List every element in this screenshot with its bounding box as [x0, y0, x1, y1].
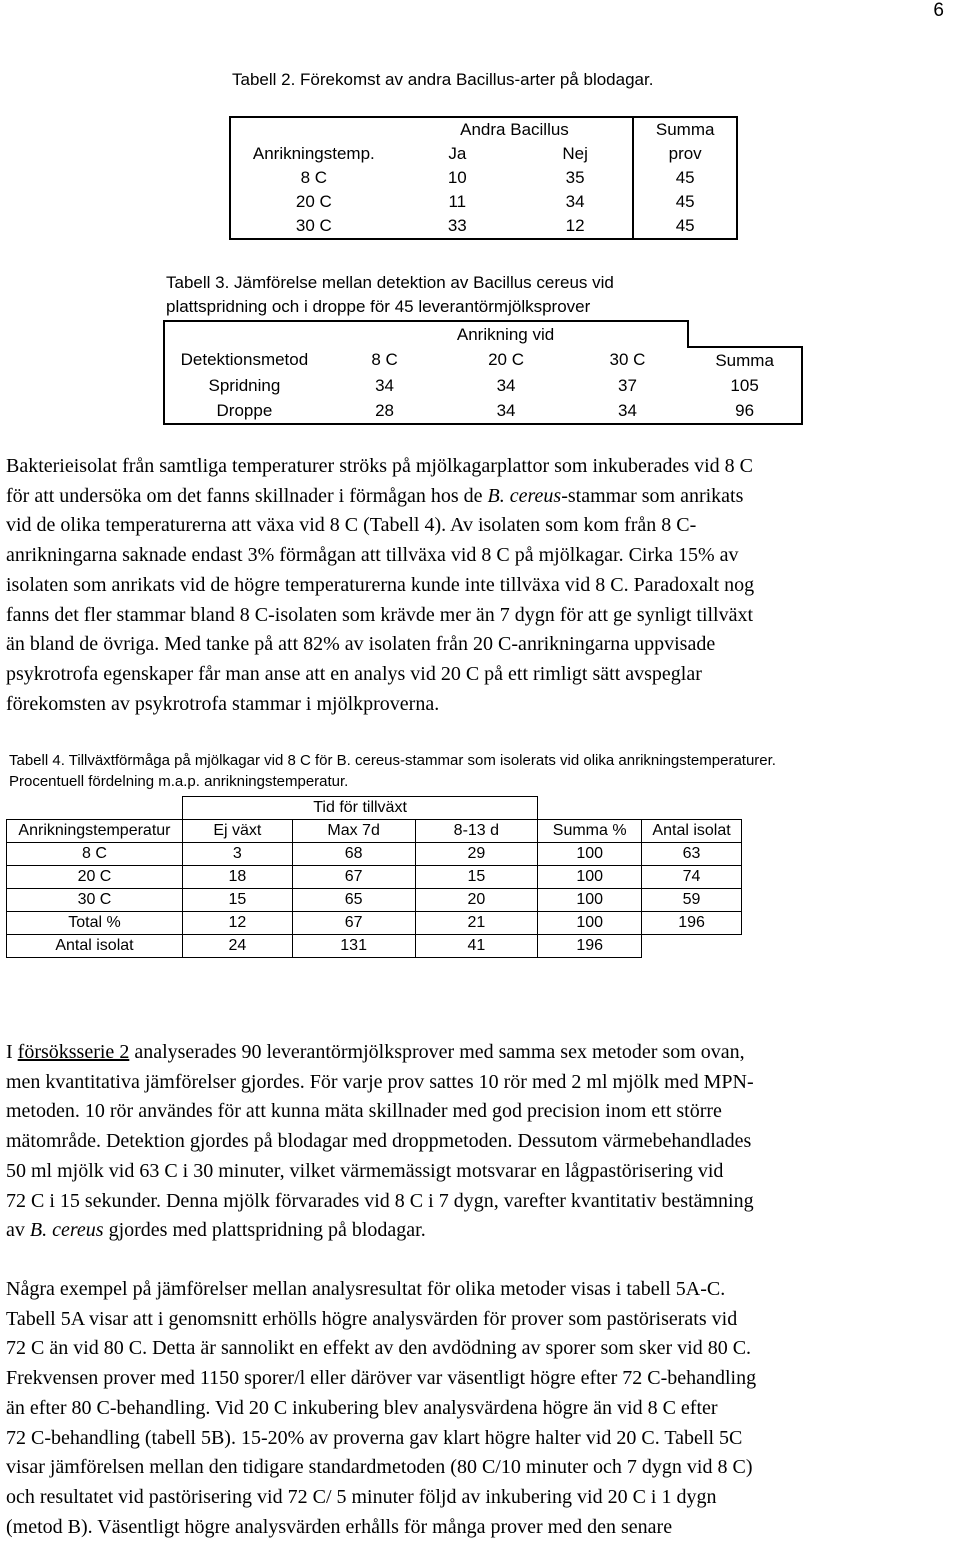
text-line: (metod B). Väsentligt högre analysvärden erhålls för många prover med den senare — [6, 1515, 673, 1538]
text-line: än bland de övriga. Med tanke på att 82% av isolaten från 20 C-anrikningarna uppvisade — [6, 633, 716, 656]
table-cell — [642, 797, 742, 820]
table-cell: Antal isolat — [7, 935, 183, 958]
table-cell: 24 — [182, 935, 292, 958]
table-cell: 67 — [292, 866, 415, 889]
paragraph-3 — [6, 1275, 954, 1542]
table-cell: 34 — [445, 398, 566, 424]
paragraph-1 — [6, 452, 954, 719]
table-cell: 8 C — [7, 843, 183, 866]
table-header: 8 C — [371, 350, 398, 369]
text-line: Bakterieisolat från samtliga temperaturer ströks på mjölkagarplattor som inkuberades vid 8 C — [6, 455, 754, 477]
table-cell: 29 — [415, 843, 538, 866]
table-cell: 65 — [292, 889, 415, 912]
text-line: än efter 80 C-behandling. Vid 20 C inkubering blev analysvärdena högre än vid 8 C efter — [6, 1396, 718, 1419]
table-cell: 67 — [292, 912, 415, 935]
text-line — [6, 1216, 954, 1246]
text-line: Tabell 5A visar att i genomsnitt erhölls högre analysvärden för prover som pastöriserats vid — [6, 1307, 738, 1330]
table-cell — [688, 321, 802, 347]
table-cell: 11 — [448, 192, 467, 211]
table-header: Summa — [688, 347, 802, 373]
table-cell: 20 C — [295, 192, 332, 211]
table4-caption-line1: Tabell 4. Tillväxtförmåga på mjölkagar vid 8 C för B. cereus-stammar som isolerats vid olika anrikningstemperaturer. — [9, 752, 776, 769]
table-cell: 33 — [447, 216, 467, 235]
table-row — [7, 866, 742, 889]
text-line — [6, 482, 954, 512]
table-row — [164, 398, 802, 424]
table-cell: 18 — [182, 866, 292, 889]
italic-text: B. cereus — [29, 1219, 104, 1242]
table-header: 8-13 d — [415, 820, 538, 843]
table-group-header: Andra Bacillus — [397, 117, 634, 142]
table3 — [163, 320, 803, 425]
table-cell: 28 — [324, 398, 445, 424]
text-line: anrikningarna saknade endast 3% förmågan att tillväxa vid 8 C på mjölkagar. Cirka 15% av — [6, 544, 739, 567]
text-span: I — [6, 1041, 18, 1063]
text-span: för att undersöka om det fanns skillnader i förmågan hos de — [6, 484, 488, 507]
table-row — [230, 190, 737, 214]
table-row — [230, 214, 737, 239]
table-row — [7, 889, 742, 912]
table2 — [229, 116, 738, 240]
text-line: fanns det fler stammar bland 8 C-isolaten som krävde mer än 7 dygn för att ge synligt tillväxt — [6, 603, 754, 626]
table-cell: 10 — [447, 168, 467, 187]
table-cell: 3 — [182, 843, 292, 866]
table-cell: 15 — [182, 889, 292, 912]
text-line: men kvantitativa jämförelser gjordes. För varje prov sattes 10 rör med 2 ml mjölk med MPN- — [6, 1070, 754, 1093]
table-cell: 34 — [567, 398, 688, 424]
table-cell: 12 — [182, 912, 292, 935]
table-cell: 8 C — [300, 168, 328, 187]
table-cell: 74 — [642, 866, 742, 889]
table-cell: 96 — [688, 398, 802, 424]
table-header: Ja — [448, 144, 467, 163]
table-cell: 196 — [538, 935, 642, 958]
table4-caption-line2: Procentuell fördelning m.a.p. anrikningstemperatur. — [9, 773, 349, 790]
table-cell: 34 — [375, 375, 395, 395]
table-group-header: Tid för tillväxt — [182, 797, 537, 820]
text-line: visar jämförelsen mellan den tidigare standardmetoden (80 C/10 minuter och 7 dygn vid 8 C) — [6, 1456, 753, 1479]
table-header: Detektionsmetod — [164, 347, 324, 373]
table-cell — [7, 797, 183, 820]
table-cell: 12 — [518, 214, 633, 239]
text-line: 50 ml mjölk vid 63 C i 30 minuter, vilket värmemässigt motsvarar en lågpastörisering vid — [6, 1159, 724, 1182]
table-cell: 21 — [415, 912, 538, 935]
table-cell: 45 — [675, 192, 695, 211]
table-cell: 20 C — [7, 866, 183, 889]
table-header: Max 7d — [292, 820, 415, 843]
table-cell: 34 — [518, 190, 633, 214]
table-row — [230, 166, 737, 190]
table3-caption-line1: Tabell 3. Jämförelse mellan detektion av Bacillus cereus vid — [166, 273, 614, 292]
table-cell: 105 — [688, 373, 802, 398]
table-cell: 15 — [415, 866, 538, 889]
text-line: förekomsten av psykrotrofa stammar i mjölkproverna. — [6, 692, 440, 715]
table-row — [7, 912, 742, 935]
table-cell: 100 — [538, 912, 642, 935]
table-cell: Droppe — [164, 398, 324, 424]
text-line: Frekvensen prover med 1150 sporer/l eller däröver var väsentligt högre efter 72 C-behandling — [6, 1367, 757, 1390]
text-span: av — [6, 1219, 30, 1242]
table-cell: 30 C — [7, 889, 183, 912]
table-header: 30 C — [609, 350, 646, 369]
table-cell: Spridning — [164, 373, 324, 398]
table4 — [6, 796, 742, 958]
table-cell — [642, 935, 742, 958]
table-cell: 45 — [675, 216, 695, 235]
table-header: 20 C — [488, 350, 524, 369]
table-cell: 100 — [538, 889, 642, 912]
table-cell: 100 — [538, 843, 642, 866]
table2-caption: Tabell 2. Förekomst av andra Bacillus-arter på blodagar. — [232, 70, 654, 89]
table-cell — [230, 117, 397, 142]
table-group-header: Anrikning vid — [324, 321, 688, 347]
table-cell: 20 — [415, 889, 538, 912]
table-cell — [538, 797, 642, 820]
table-row — [7, 935, 742, 958]
table-cell: 63 — [642, 843, 742, 866]
table-cell: 30 C — [295, 216, 332, 235]
text-line: 72 C än vid 80 C. Detta är sannolikt en effekt av den avdödning av sporer som sker vid 80 C. — [6, 1337, 752, 1360]
table-cell: 68 — [292, 843, 415, 866]
table-cell: 59 — [642, 889, 742, 912]
table-row — [164, 373, 802, 398]
table-row — [7, 843, 742, 866]
paragraph-2 — [6, 1038, 954, 1246]
table-cell: 100 — [538, 866, 642, 889]
table-cell: 41 — [415, 935, 538, 958]
text-span: analyserades 90 leverantörmjölksprover med samma sex metoder som ovan, — [129, 1041, 745, 1063]
text-line: och resultatet vid pastörisering vid 72 C/ 5 minuter följd av inkubering vid 20 C i 1 dygn — [6, 1485, 717, 1508]
page-number: 6 — [933, 0, 944, 21]
table-header: Antal isolat — [642, 820, 742, 843]
table-cell — [164, 321, 324, 347]
table-cell: 34 — [496, 375, 516, 395]
text-span: -stammar som anrikats — [561, 484, 744, 507]
text-line — [6, 1038, 954, 1068]
table-cell: 131 — [292, 935, 415, 958]
table3-caption-line2: plattspridning och i droppe för 45 leverantörmjölksprover — [166, 297, 591, 316]
table-header: Anrikningstemperatur — [7, 820, 183, 843]
text-line: metoden. 10 rör användes för att kunna mäta skillnader med god precision inom ett större — [6, 1100, 722, 1123]
table-cell: 35 — [518, 166, 633, 190]
italic-text: B. cereus — [487, 484, 562, 507]
table-header: prov — [668, 144, 702, 163]
underlined-text: försöksserie 2 — [17, 1041, 130, 1063]
text-line: 72 C i 15 sekunder. Denna mjölk förvarades vid 8 C i 7 dygn, varefter kvantitativ bestämning — [6, 1189, 754, 1212]
text-line: isolaten som anrikats vid de högre temperaturerna kunde inte tillväxa vid 8 C. Paradoxalt nog — [6, 573, 755, 596]
table-header: Ej växt — [182, 820, 292, 843]
text-line: Några exempel på jämförelser mellan analysresultat för olika metoder visas i tabell 5A-C. — [6, 1278, 726, 1300]
table-header: Nej — [518, 142, 633, 166]
table-header: Summa — [655, 120, 715, 139]
table-header: Summa % — [538, 820, 642, 843]
text-line: mätområde. Detektion gjordes på blodagar med droppmetoden. Dessutom värmebehandlades — [6, 1130, 752, 1153]
text-line: psykrotrofa egenskaper får man anse att en analys vid 20 C på ett rimligt sätt avspeglar — [6, 662, 702, 685]
table-cell: 196 — [642, 912, 742, 935]
table-cell: Total % — [7, 912, 183, 935]
table-cell: 37 — [618, 375, 637, 395]
table-cell: 45 — [675, 168, 695, 187]
table-header: Anrikningstemp. — [252, 144, 375, 163]
text-line: 72 C-behandling (tabell 5B). 15-20% av proverna gav klart högre halter vid 20 C. Tabell 5C — [6, 1426, 743, 1449]
text-span: gjordes med plattspridning på blodagar. — [103, 1219, 426, 1242]
text-line: vid de olika temperaturerna att växa vid 8 C (Tabell 4). Av isolaten som kom från 8 C- — [6, 514, 697, 537]
